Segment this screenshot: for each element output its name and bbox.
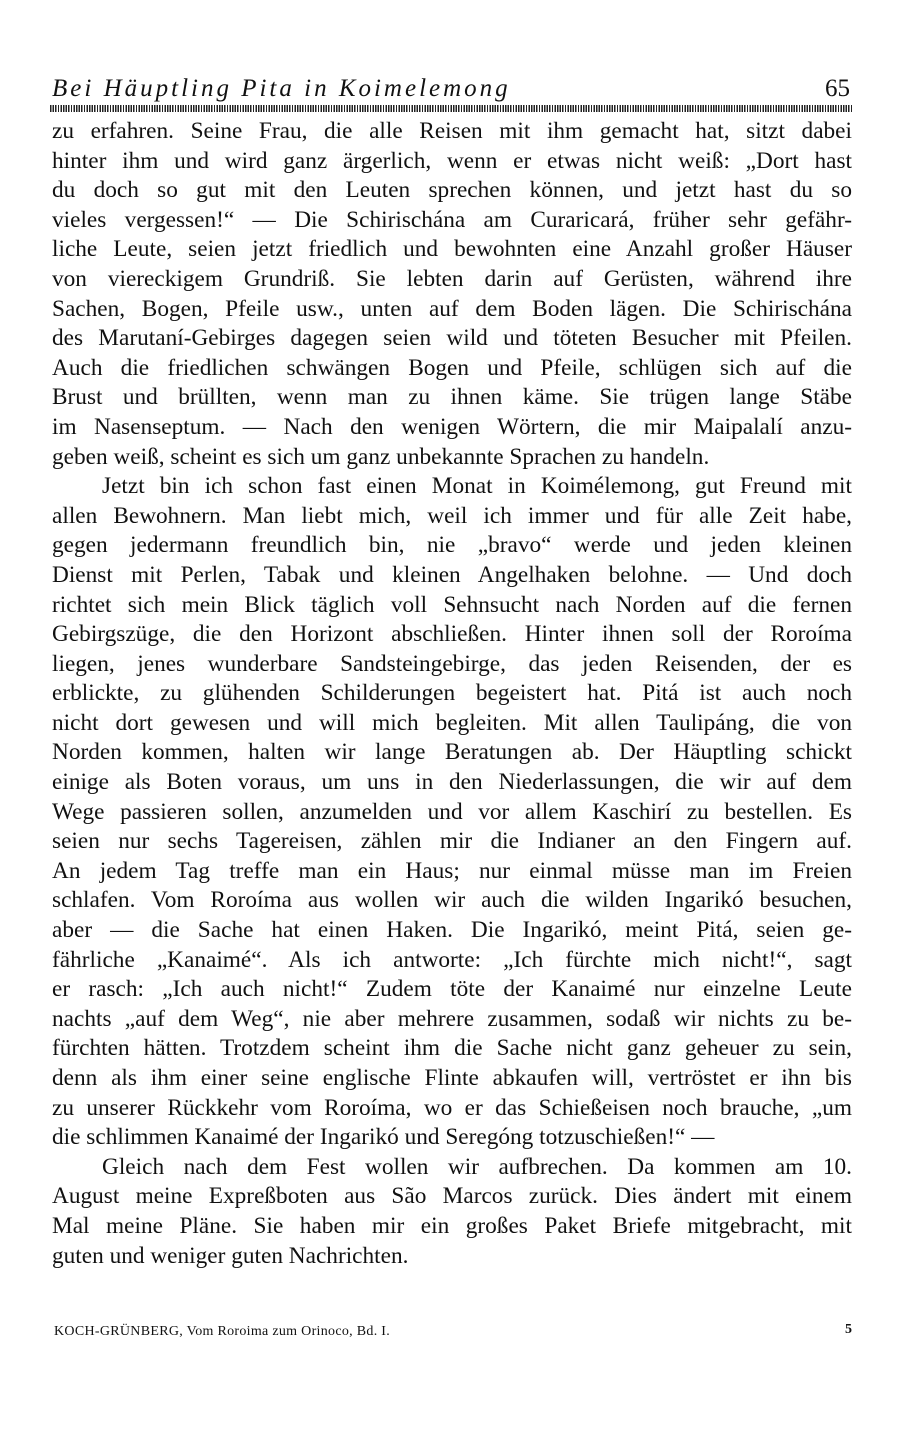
text-line: er rasch: „Ich auch nicht!“ Zudem töte der Kanaimé nur einzelne Leute xyxy=(52,976,852,1003)
text-line: An jedem Tag treffe man ein Haus; nur einmal müsse man im Freien xyxy=(52,857,852,884)
text-line: die schlimmen Kanaimé der Ingarikó und Seregóng totzuschießen!“ — xyxy=(52,1124,715,1151)
page-number: 65 xyxy=(825,75,850,102)
sheet-number: 5 xyxy=(845,1322,852,1337)
signature-line: KOCH-GRÜNBERG, Vom Roroima zum Orinoco, Bd. I. xyxy=(54,1324,391,1339)
text-line: zu unserer Rückkehr vom Roroíma, wo er das Schießeisen noch brauche, „um xyxy=(52,1094,852,1121)
body-text xyxy=(52,117,852,1271)
text-line: zu erfahren. Seine Frau, die alle Reisen mit ihm gemacht hat, sitzt dabei xyxy=(52,118,852,144)
running-head xyxy=(52,74,852,108)
text-line: Auch die friedlichen schwängen Bogen und Pfeile, schlügen sich auf die xyxy=(52,354,852,381)
text-line: Wege passieren sollen, anzumelden und vor allem Kaschirí zu bestellen. Es xyxy=(52,798,852,825)
text-line: guten und weniger guten Nachrichten. xyxy=(52,1242,409,1269)
text-line: aber — die Sache hat einen Haken. Die Ingarikó, meint Pitá, seien ge- xyxy=(52,917,852,944)
text-line: schlafen. Vom Roroíma aus wollen wir auch die wilden Ingarikó besuchen, xyxy=(52,887,852,914)
text-line: du doch so gut mit den Leuten sprechen können, und jetzt hast du so xyxy=(52,177,852,204)
text-line: seien nur sechs Tagereisen, zählen mir die Indianer an den Fingern auf. xyxy=(52,828,852,855)
text-line: hinter ihm und wird ganz ärgerlich, wenn er etwas nicht weiß: „Dort hast xyxy=(52,147,852,174)
text-line: richtet sich mein Blick täglich voll Sehnsucht nach Norden auf die fernen xyxy=(52,591,852,618)
text-line: des Marutaní-Gebirges dagegen seien wild und töteten Besucher mit Pfeilen. xyxy=(52,325,852,352)
text-line: einige als Boten voraus, um uns in den Niederlassungen, die wir auf dem xyxy=(52,769,852,796)
text-line: im Nasenseptum. — Nach den wenigen Wörtern, die mir Maipalalí anzu- xyxy=(52,413,852,440)
text-line: Dienst mit Perlen, Tabak und kleinen Angelhaken belohne. — Und doch xyxy=(52,561,852,588)
text-line: erblickte, zu glühenden Schilderungen begeistert hat. Pitá ist auch noch xyxy=(52,680,852,707)
text-line: liegen, jenes wunderbare Sandsteingebirge, das jeden Reisenden, der es xyxy=(52,650,852,677)
text-line: vieles vergessen!“ — Die Schirischána am Curaricará, früher sehr gefähr- xyxy=(52,206,852,233)
page-footer xyxy=(54,1324,852,1346)
running-head-title: Bei Häuptling Pita in Koimelemong xyxy=(52,75,511,102)
text-line: Sachen, Bogen, Pfeile usw., unten auf dem Boden lägen. Die Schirischána xyxy=(52,295,852,322)
text-line: geben weiß, scheint es sich um ganz unbekannte Sprachen zu handeln. xyxy=(52,443,710,470)
text-line: denn als ihm einer seine englische Flinte abkaufen will, vertröstet er ihn bis xyxy=(52,1065,852,1091)
text-line: von viereckigem Grundriß. Sie lebten darin auf Gerüsten, während ihre xyxy=(52,265,852,292)
paragraph-first-line: Gleich nach dem Fest wollen wir aufbrechen. Da kommen am 10. xyxy=(102,1153,852,1180)
text-line: Gebirgszüge, die den Horizont abschließen. Hinter ihnen soll der Roroíma xyxy=(52,621,852,648)
text-line: Norden kommen, halten wir lange Beratungen ab. Der Häuptling schickt xyxy=(52,739,852,766)
header-rule xyxy=(50,105,852,112)
text-line: nachts „auf dem Weg“, nie aber mehrere zusammen, sodaß wir nichts zu be- xyxy=(52,1005,852,1032)
text-line: liche Leute, seien jetzt friedlich und bewohnten eine Anzahl großer Häuser xyxy=(52,236,852,263)
text-line: fährliche „Kanaimé“. Als ich antworte: „Ich fürchte mich nicht!“, sagt xyxy=(52,946,852,973)
text-line: fürchten hätten. Trotzdem scheint ihm die Sache nicht ganz geheuer zu sein, xyxy=(52,1035,852,1062)
text-line: August meine Expreßboten aus São Marcos zurück. Dies ändert mit einem xyxy=(52,1183,852,1210)
text-line: Mal meine Pläne. Sie haben mir ein großes Paket Briefe mitgebracht, mit xyxy=(52,1212,852,1239)
text-line: allen Bewohnern. Man liebt mich, weil ich immer und für alle Zeit habe, xyxy=(52,502,852,529)
text-line: nicht dort gewesen und will mich begleiten. Mit allen Taulipáng, die von xyxy=(52,709,852,736)
text-line: gegen jedermann freundlich bin, nie „bravo“ werde und jeden kleinen xyxy=(52,532,852,559)
paragraph-first-line: Jetzt bin ich schon fast einen Monat in Koimélemong, gut Freund mit xyxy=(102,473,852,500)
text-line: Brust und brüllten, wenn man zu ihnen käme. Sie trügen lange Stäbe xyxy=(52,384,852,411)
